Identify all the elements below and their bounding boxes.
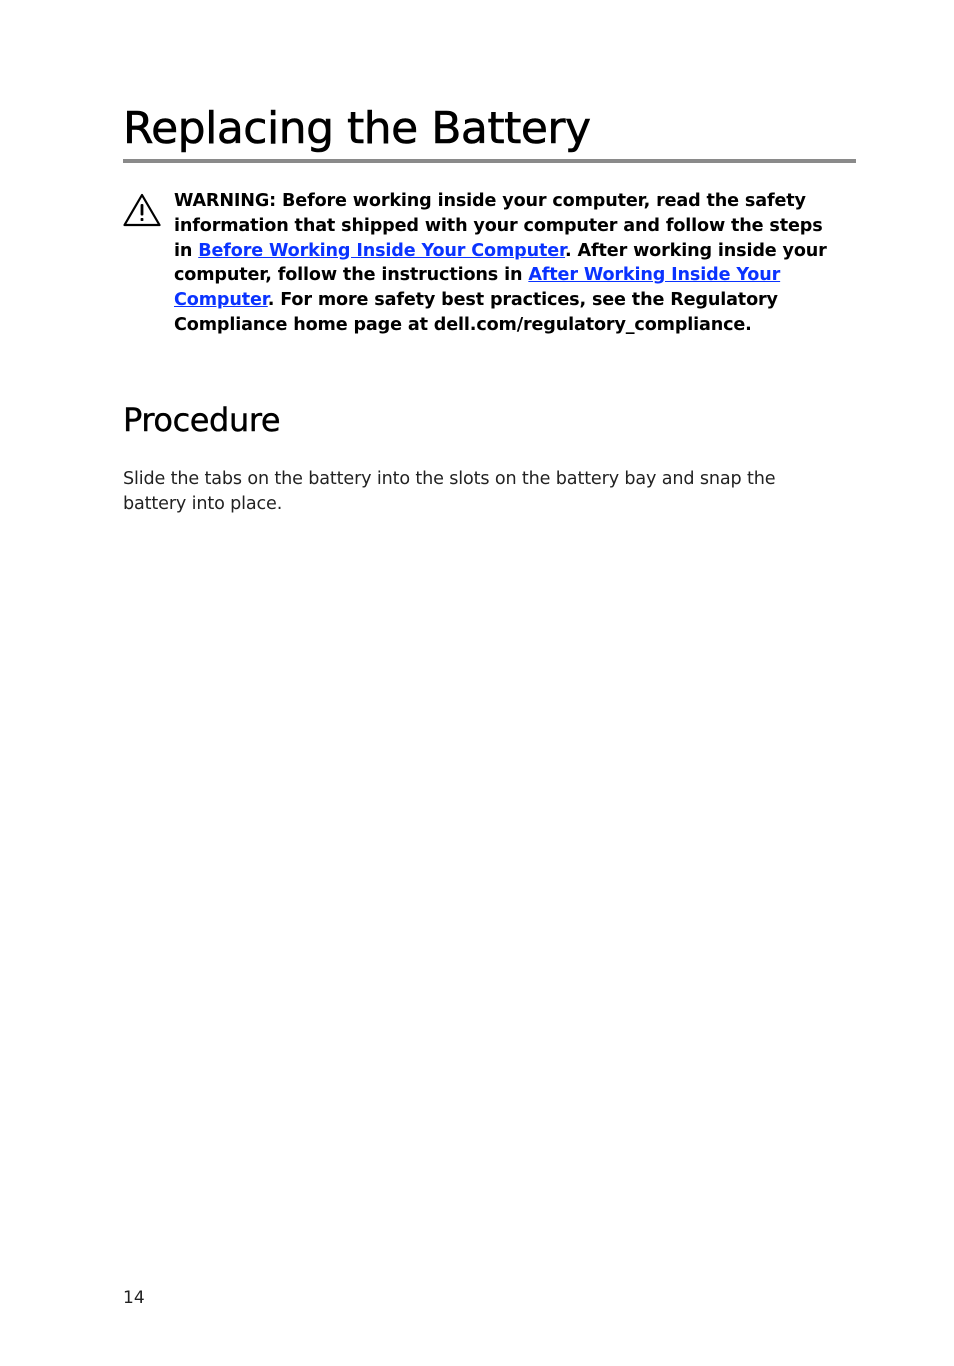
warning-text-part-1: WARNING: Before working inside your computer, read the safety information that shipped with your computer and follow the steps in xyxy=(174,191,823,261)
title-underline-rule xyxy=(123,159,856,163)
warning-text-part-3: . For more safety best practices, see the Regulatory Compliance home page at dell.com/regulatory_compliance. xyxy=(174,290,778,335)
warning-notice xyxy=(174,189,844,338)
procedure-heading: Procedure xyxy=(123,401,281,439)
procedure-body-text: Slide the tabs on the battery into the slots on the battery bay and snap the battery into place. xyxy=(123,469,776,514)
after-working-inside-link[interactable]: After Working Inside Your Computer xyxy=(174,265,781,311)
warning-triangle-icon xyxy=(123,193,161,227)
page-title: Replacing the Battery xyxy=(123,103,591,154)
warning-text-part-2: . After working inside your computer, follow the instructions in xyxy=(174,240,827,286)
page-number: 14 xyxy=(123,1288,145,1308)
before-working-inside-link[interactable]: Before Working Inside Your Computer xyxy=(198,240,566,261)
